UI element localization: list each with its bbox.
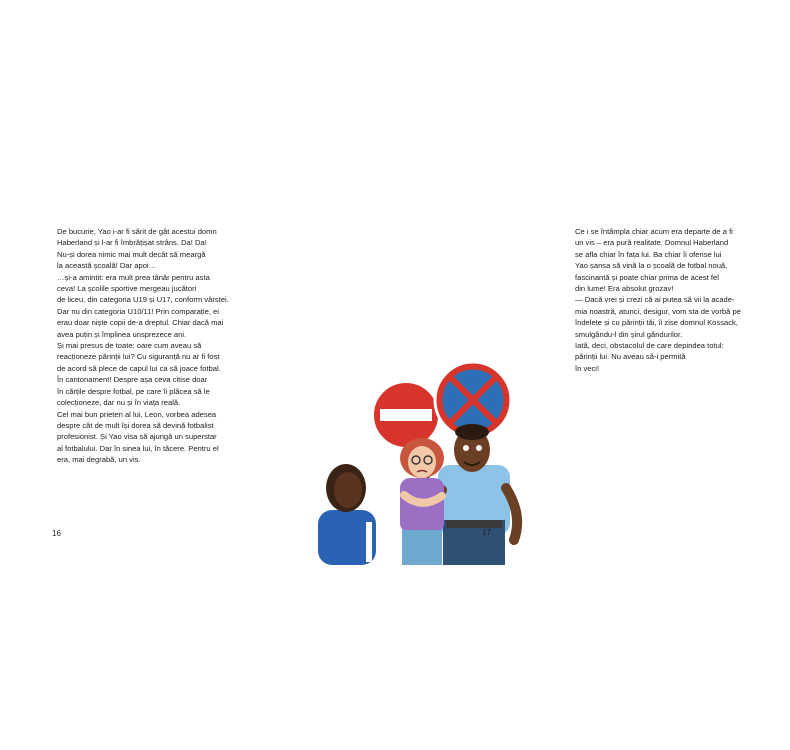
text-line: avea puțin și împlinea unsprezece ani. bbox=[57, 329, 187, 339]
text-line: În cantonament! Despre așa ceva citise doar bbox=[57, 375, 208, 385]
no-entry-sign-left bbox=[372, 381, 440, 495]
text-line: Dar nu din categoria U10/11! Prin comparație, ei bbox=[57, 306, 219, 316]
text-line: Nu-și dorea nimic mai mult decât să meargă bbox=[57, 249, 206, 259]
text-line: reacționeze părinții lui? Cu siguranță nu ar fi fost bbox=[57, 352, 220, 362]
page-number-right: 17 bbox=[482, 528, 491, 537]
text-line: era, mai degrabă, un vis. bbox=[57, 455, 141, 465]
text-line: părinții lui. Nu aveau să-i permită bbox=[575, 352, 686, 362]
text-line: al fotbalului. Dar în sinea lui, în tăcere. Pentru el bbox=[57, 443, 219, 453]
text-line: colecționeze, dar nu și în viața reală. bbox=[57, 398, 181, 408]
page-number-left: 16 bbox=[52, 529, 61, 538]
left-page-text bbox=[57, 226, 277, 466]
right-page-text bbox=[575, 226, 790, 374]
text-line: …și-a amintit: era mult prea tânăr pentru asta bbox=[57, 272, 210, 282]
text-line: în cărțile despre fotbal, pe care îi plăcea să le bbox=[57, 386, 210, 396]
text-line: profesionist. Și Yao visa să ajungă un superstar bbox=[57, 432, 217, 442]
left-page bbox=[0, 0, 275, 750]
text-line: mia noastră, atunci, desigur, vom sta de vorbă pe bbox=[575, 306, 741, 316]
children-with-no-entry-signs-illustration bbox=[318, 370, 528, 565]
text-line: Și mai presus de toate: oare cum aveau să bbox=[57, 341, 202, 351]
boy-figure bbox=[318, 464, 376, 565]
text-line: Iată, deci, obstacolul de care depindea totul: bbox=[575, 341, 724, 351]
girl-figure bbox=[400, 438, 444, 565]
text-line: Haberland și l-ar fi îmbrățișat strâns. Da! Da! bbox=[57, 238, 207, 248]
text-line: despre cât de mult își dorea să devină fotbalist bbox=[57, 420, 214, 430]
text-line: de acord să plece de capul lui ca să joace fotbal. bbox=[57, 363, 221, 373]
text-line: smulgându-l din șirul gândurilor. bbox=[575, 329, 683, 339]
text-line: la această școală! Dar apoi… bbox=[57, 261, 157, 271]
text-line: erau doar niște copii de-a dreptul. Chiar dacă mai bbox=[57, 318, 224, 328]
text-line: un vis – era pură realitate. Domnul Haberland bbox=[575, 238, 729, 248]
text-line: Yao șansa să vină la o școală de fotbal nouă, bbox=[575, 261, 728, 271]
text-line: ceva! La școlile sportive mergeau jucători bbox=[57, 284, 197, 294]
text-line: Ce i se întâmpla chiar acum era departe de a fi bbox=[575, 227, 733, 236]
text-line: De bucurie, Yao i-ar fi sărit de gât acestui domn bbox=[57, 227, 217, 236]
text-line: din lume! Era absolut grozav! bbox=[575, 284, 674, 294]
text-line: fascinantă și poate chiar prima de acest fel bbox=[575, 272, 719, 282]
text-line: Cel mai bun prieten al lui, Leon, vorbea adesea bbox=[57, 409, 217, 419]
text-line: — Dacă vrei și crezi că ai putea să vii la acade- bbox=[575, 295, 735, 305]
text-line: îndelete și cu părinții tăi, îi zise domnul Kossack, bbox=[575, 318, 738, 328]
text-line: în veci! bbox=[575, 363, 600, 373]
text-line: de liceu, din categoria U19 și U17, conform vârstei. bbox=[57, 295, 229, 305]
text-line: se afla chiar în fața lui. Ba chiar îi oferise lui bbox=[575, 249, 722, 259]
